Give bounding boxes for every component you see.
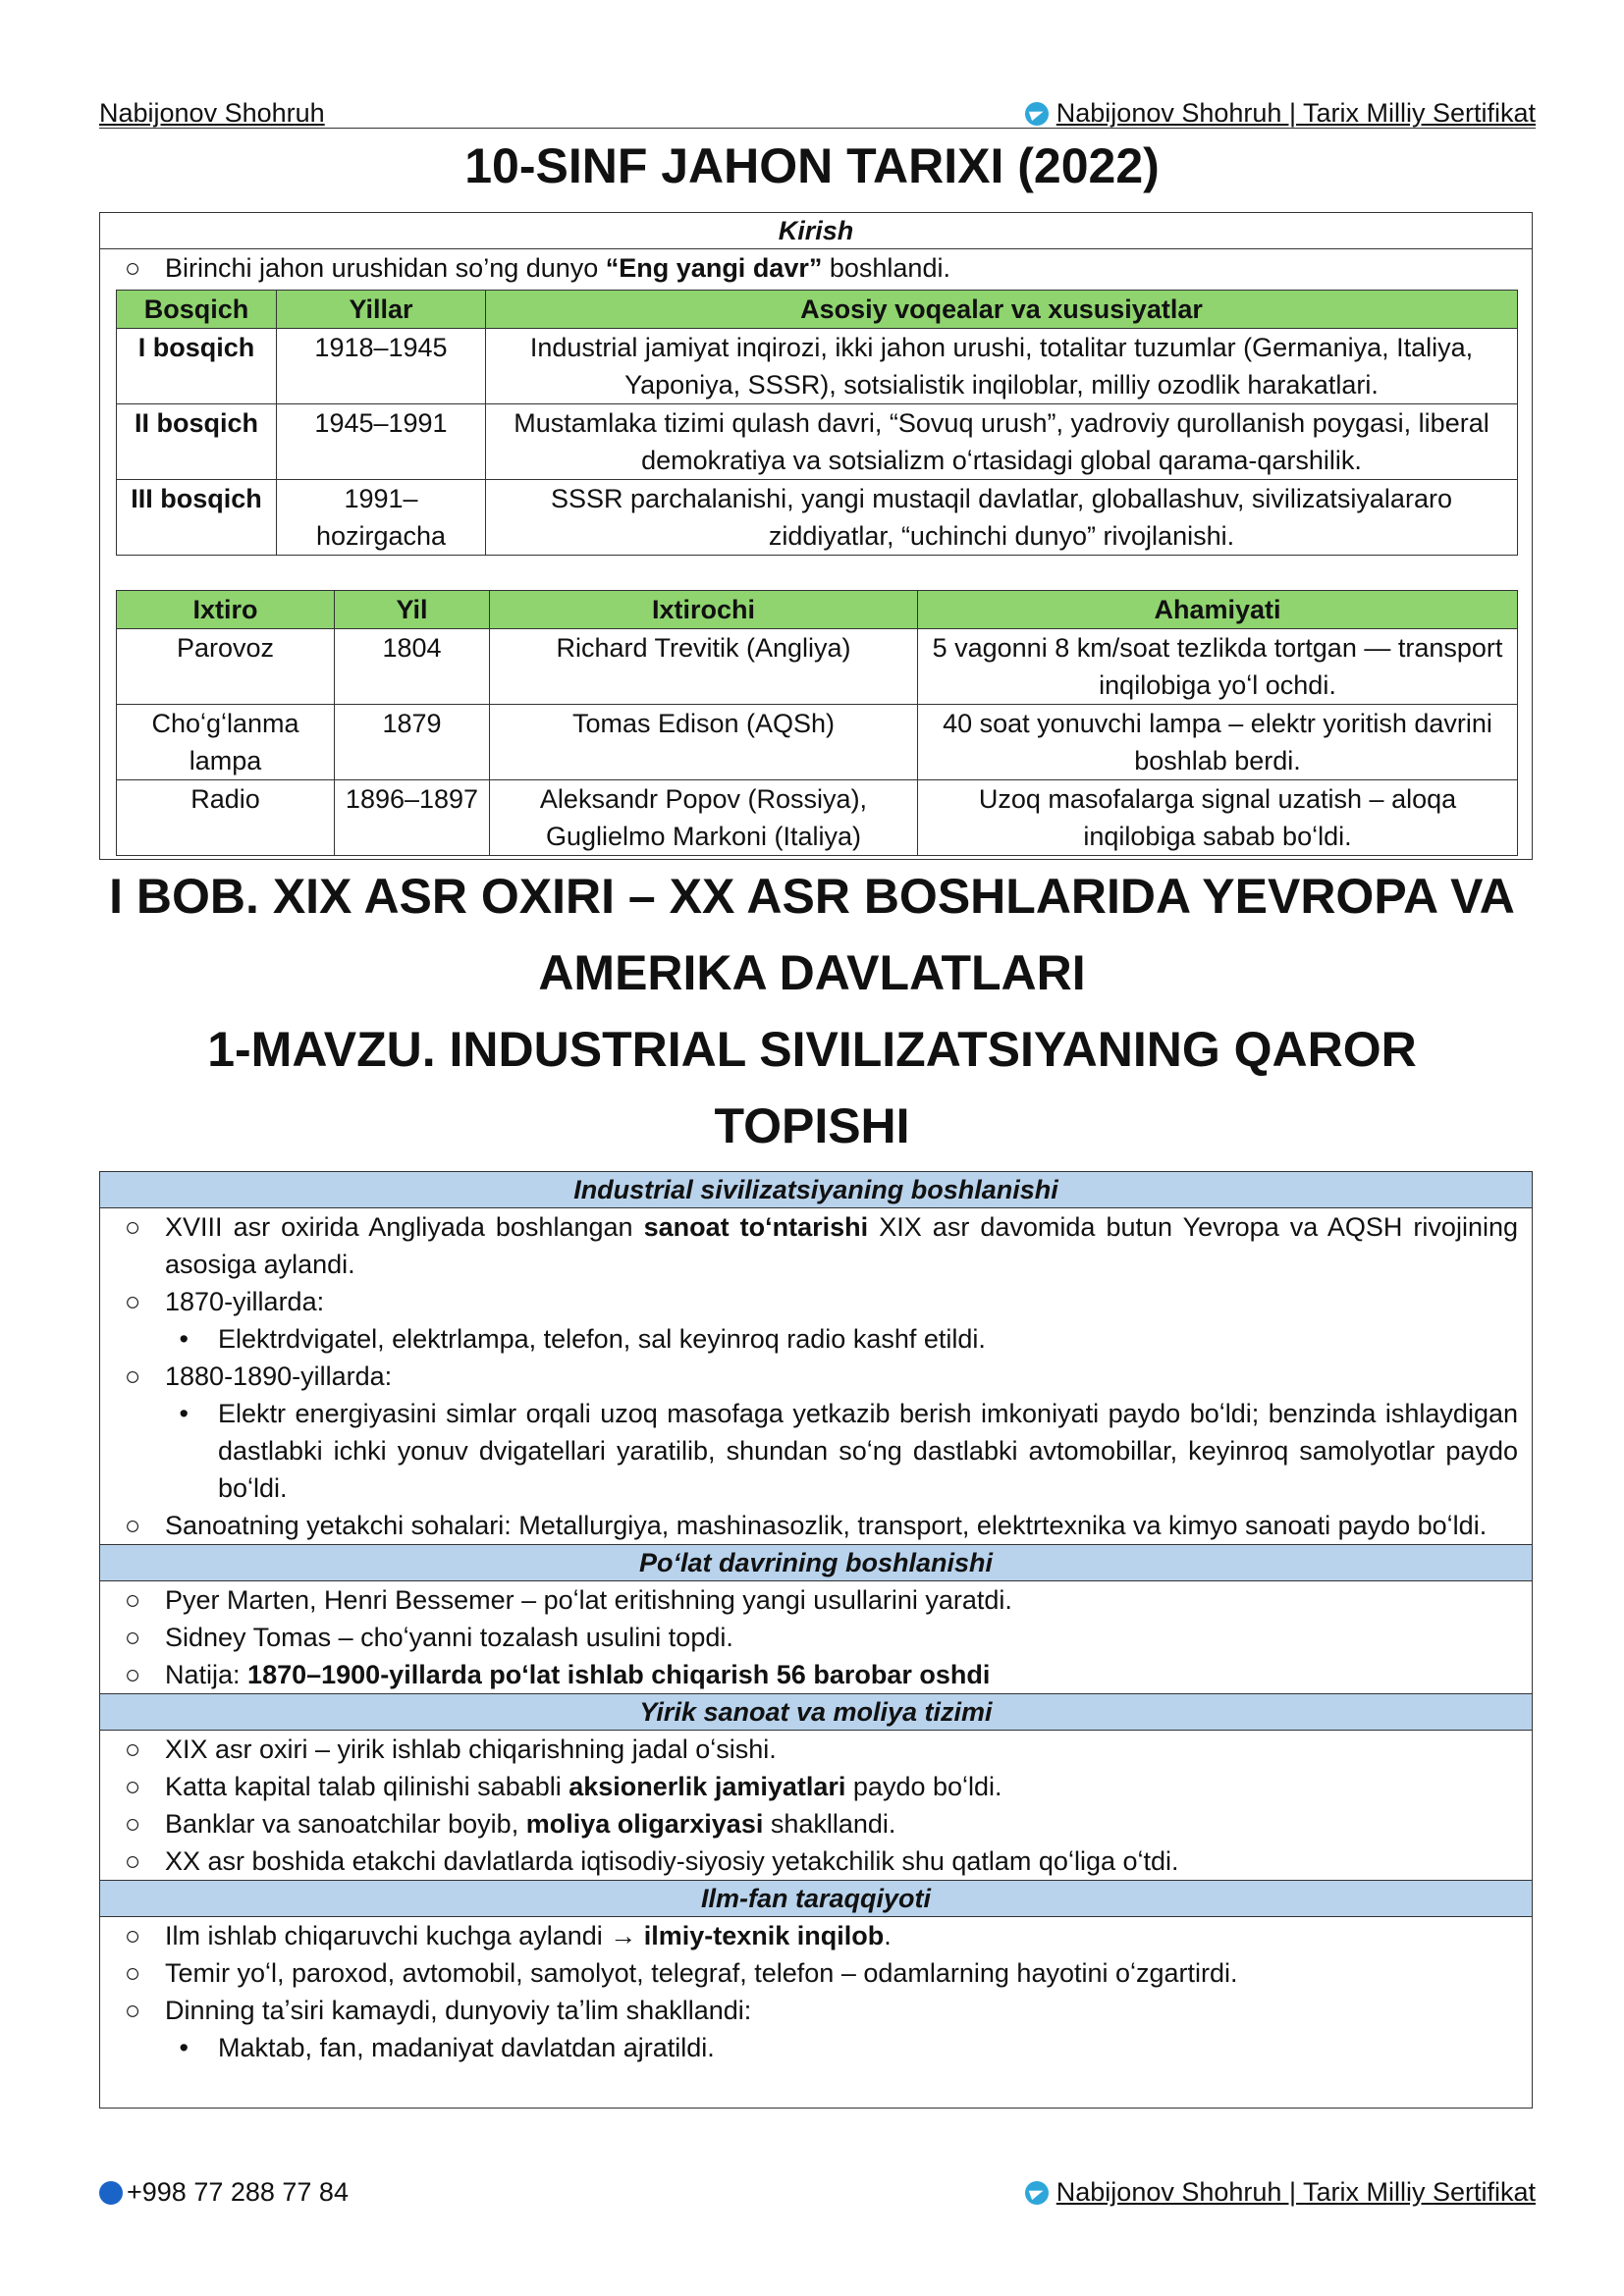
years-cell: 1991–hozirgacha xyxy=(277,480,486,556)
section-heading: Industrial sivilizatsiyaning boshlanishi xyxy=(100,1172,1532,1208)
circle-bullet-icon: ○ xyxy=(124,1958,141,1988)
circle-bullet-icon: ○ xyxy=(124,1809,141,1839)
intro-heading: Kirish xyxy=(100,213,1532,249)
item-text: Katta kapital talab qilinishi sababli xyxy=(165,1772,569,1801)
item-bold: 1870–1900-yillarda poʻlat ishlab chiqarish 56 barobar oshdi xyxy=(247,1660,991,1689)
significance-cell: 40 soat yonuvchi lampa – elektr yoritish davrini boshlab berdi. xyxy=(918,705,1518,780)
item-text: Temir yoʻl, paroxod, avtomobil, samolyot, telegraf, telefon – odamlarning hayotini oʻzgartirdi. xyxy=(165,1958,1238,1988)
list-item xyxy=(100,1358,1532,1395)
list-item xyxy=(100,1581,1532,1619)
invention-cell: Choʻgʻlanma lampa xyxy=(117,705,335,780)
table-row xyxy=(117,404,1518,480)
item-text-end: . xyxy=(884,1921,892,1950)
year-cell: 1804 xyxy=(335,629,490,705)
item-text-end: shakllandi. xyxy=(763,1809,896,1839)
circle-bullet-icon: ○ xyxy=(124,1921,141,1950)
item-text: Elektrdvigatel, elektrlampa, telefon, sal keyinroq radio kashf etildi. xyxy=(218,1324,986,1354)
inventor-cell: Richard Trevitik (Angliya) xyxy=(490,629,918,705)
events-cell: Mustamlaka tizimi qulash davri, “Sovuq urush”, yadroviy qurollanish poygasi, liberal demokratiya va sotsializm oʻrtasidagi global qarama-qarshilik. xyxy=(486,404,1518,480)
footer-phone-text: +998 77 288 77 84 xyxy=(127,2177,349,2207)
circle-bullet-icon: ○ xyxy=(124,1212,141,1242)
inventions-header-cell: Ahamiyati xyxy=(918,591,1518,629)
item-text: XX asr boshida etakchi davlatlarda iqtisodiy-siyosiy yetakchilik shu qatlam qoʻliga oʻtdi. xyxy=(165,1846,1179,1876)
circle-bullet-icon: ○ xyxy=(124,1623,141,1652)
inventions-table xyxy=(116,590,1518,856)
list-item xyxy=(100,1917,1532,1954)
item-text: Elektr energiyasini simlar orqali uzoq masofaga yetkazib berish imkoniyati paydo boʻldi; benzinda ishlaydigan dastlabki ichki yonuv dvigatellari yaratilib, shundan soʻng dastlabki avtomobillar, keyinroq samolyotlar paydo boʻldi. xyxy=(218,1399,1518,1503)
section-heading: Poʻlat davrining boshlanishi xyxy=(100,1544,1532,1581)
list-item xyxy=(100,1208,1532,1283)
stages-header-cell: Bosqich xyxy=(117,291,277,329)
circle-bullet-icon: ○ xyxy=(124,1772,141,1801)
item-text: Banklar va sanoatchilar boyib, xyxy=(165,1809,526,1839)
list-item xyxy=(100,1842,1532,1880)
intro-bullet xyxy=(100,249,1532,287)
inventor-cell: Tomas Edison (AQSh) xyxy=(490,705,918,780)
inventor-cell: Aleksandr Popov (Rossiya), Guglielmo Markoni (Italiya) xyxy=(490,780,918,856)
phone-icon xyxy=(99,2181,123,2205)
sub-list-item xyxy=(100,1395,1532,1507)
circle-bullet-icon: ○ xyxy=(124,1511,141,1540)
invention-cell: Parovoz xyxy=(117,629,335,705)
item-text-end: paydo boʻldi. xyxy=(845,1772,1002,1801)
footer-channel-link[interactable] xyxy=(1025,2177,1536,2208)
stages-table xyxy=(116,290,1518,556)
item-text: 1870-yillarda: xyxy=(165,1287,325,1316)
list-item xyxy=(100,1954,1532,1992)
item-text: XVIII asr oxirida Angliyada boshlangan xyxy=(165,1212,644,1242)
section-heading: Ilm-fan taraqqiyoti xyxy=(100,1880,1532,1917)
events-cell: Industrial jamiyat inqirozi, ikki jahon urushi, totalitar tuzumlar (Germaniya, Italiya, Yaponiya, SSSR), sotsialistik inqiloblar, milliy ozodlik harakatlari. xyxy=(486,329,1518,404)
significance-cell: Uzoq masofalarga signal uzatish – aloqa inqilobiga sabab boʻldi. xyxy=(918,780,1518,856)
item-bold: sanoat toʻntarishi xyxy=(643,1212,869,1242)
item-text-end: XIX asr davomida butun Yevropa va AQSH rivojining asosiga aylandi. xyxy=(165,1212,1518,1279)
table-row xyxy=(117,780,1518,856)
item-text: Maktab, fan, madaniyat davlatdan ajratildi. xyxy=(218,2033,715,2062)
list-item xyxy=(100,1619,1532,1656)
significance-cell: 5 vagonni 8 km/soat tezlikda tortgan — transport inqilobiga yoʻl ochdi. xyxy=(918,629,1518,705)
item-text: Pyer Marten, Henri Bessemer – poʻlat eritishning yangi usullarini yaratdi. xyxy=(165,1585,1012,1615)
circle-bullet-icon: ○ xyxy=(124,1846,141,1876)
circle-bullet-icon: ○ xyxy=(124,253,141,283)
circle-bullet-icon: ○ xyxy=(124,1585,141,1615)
item-text: XIX asr oxiri – yirik ishlab chiqarishning jadal oʻsishi. xyxy=(165,1735,777,1764)
dot-bullet-icon: • xyxy=(179,1399,189,1428)
circle-bullet-icon: ○ xyxy=(124,1996,141,2025)
item-text: 1880-1890-yillarda: xyxy=(165,1362,393,1391)
chapter-title-line1: I BOB. XIX ASR OXIRI – XX ASR BOSHLARIDA YEVROPA VA xyxy=(109,869,1515,924)
list-item xyxy=(100,1992,1532,2029)
list-item xyxy=(100,1283,1532,1320)
header-author: Nabijonov Shohruh xyxy=(99,98,325,128)
list-item xyxy=(100,1768,1532,1805)
header-divider xyxy=(99,128,1536,129)
footer-channel-text: Nabijonov Shohruh | Tarix Milliy Sertifikat xyxy=(1056,2177,1536,2207)
item-bold: aksionerlik jamiyatlari xyxy=(568,1772,846,1801)
circle-bullet-icon: ○ xyxy=(124,1287,141,1316)
sub-list-item xyxy=(100,1320,1532,1358)
chapter-title-line2: AMERIKA DAVLATLARI xyxy=(538,945,1086,1000)
item-text: Dinning taʼsiri kamaydi, dunyoviy taʼlim shakllandi: xyxy=(165,1996,752,2025)
list-item xyxy=(100,1507,1532,1544)
stages-header-cell: Yillar xyxy=(277,291,486,329)
intro-bullet-end: boshlandi. xyxy=(822,253,950,283)
table-row xyxy=(117,329,1518,404)
item-text: Ilm ishlab chiqaruvchi kuchga aylandi → xyxy=(165,1921,644,1950)
table-row xyxy=(117,480,1518,556)
telegram-icon xyxy=(1025,2181,1049,2205)
topic-title-line2: TOPISHI xyxy=(714,1098,910,1153)
list-item xyxy=(100,1731,1532,1768)
circle-bullet-icon: ○ xyxy=(124,1362,141,1391)
dot-bullet-icon: • xyxy=(179,2033,189,2062)
item-text: Sanoatning yetakchi sohalari: Metallurgiya, mashinasozlik, transport, elektrtexnika va kimyo sanoati paydo boʻldi. xyxy=(165,1511,1488,1540)
topic-title-line1: 1-MAVZU. INDUSTRIAL SIVILIZATSIYANING QAROR xyxy=(207,1022,1417,1077)
list-item xyxy=(100,1805,1532,1842)
inventions-header-cell: Ixtirochi xyxy=(490,591,918,629)
events-cell: SSSR parchalanishi, yangi mustaqil davlatlar, globallashuv, sivilizatsiyalararo ziddiyatlar, “uchinchi dunyo” rivojlanishi. xyxy=(486,480,1518,556)
table-row xyxy=(117,705,1518,780)
circle-bullet-icon: ○ xyxy=(124,1660,141,1689)
invention-cell: Radio xyxy=(117,780,335,856)
page-title: 10-SINF JAHON TARIXI (2022) xyxy=(464,138,1160,193)
years-cell: 1945–1991 xyxy=(277,404,486,480)
section-heading: Yirik sanoat va moliya tizimi xyxy=(100,1693,1532,1731)
topic-content-box xyxy=(99,1171,1533,2109)
stage-cell: I bosqich xyxy=(117,329,277,404)
item-text: Natija: xyxy=(165,1660,248,1689)
stages-header-cell: Asosiy voqealar va xususiyatlar xyxy=(486,291,1518,329)
inventions-header-cell: Ixtiro xyxy=(117,591,335,629)
intro-bullet-text: Birinchi jahon urushidan so’ng dunyo xyxy=(165,253,606,283)
years-cell: 1918–1945 xyxy=(277,329,486,404)
telegram-icon xyxy=(1025,102,1049,126)
footer-phone[interactable] xyxy=(99,2177,349,2208)
item-text: Sidney Tomas – choʻyanni tozalash usulini topdi. xyxy=(165,1623,733,1652)
intro-box xyxy=(99,212,1533,860)
year-cell: 1879 xyxy=(335,705,490,780)
stage-cell: III bosqich xyxy=(117,480,277,556)
sub-list-item xyxy=(100,2029,1532,2066)
item-bold: ilmiy-texnik inqilob xyxy=(643,1921,885,1950)
header-channel-link[interactable] xyxy=(1025,98,1536,129)
dot-bullet-icon: • xyxy=(179,1324,189,1354)
stage-cell: II bosqich xyxy=(117,404,277,480)
item-bold: moliya oligarxiyasi xyxy=(525,1809,764,1839)
year-cell: 1896–1897 xyxy=(335,780,490,856)
intro-bullet-bold: “Eng yangi davr” xyxy=(605,253,823,283)
header-channel-text: Nabijonov Shohruh | Tarix Milliy Sertifikat xyxy=(1056,98,1536,128)
table-row xyxy=(117,629,1518,705)
circle-bullet-icon: ○ xyxy=(124,1735,141,1764)
inventions-header-cell: Yil xyxy=(335,591,490,629)
list-item xyxy=(100,1656,1532,1693)
